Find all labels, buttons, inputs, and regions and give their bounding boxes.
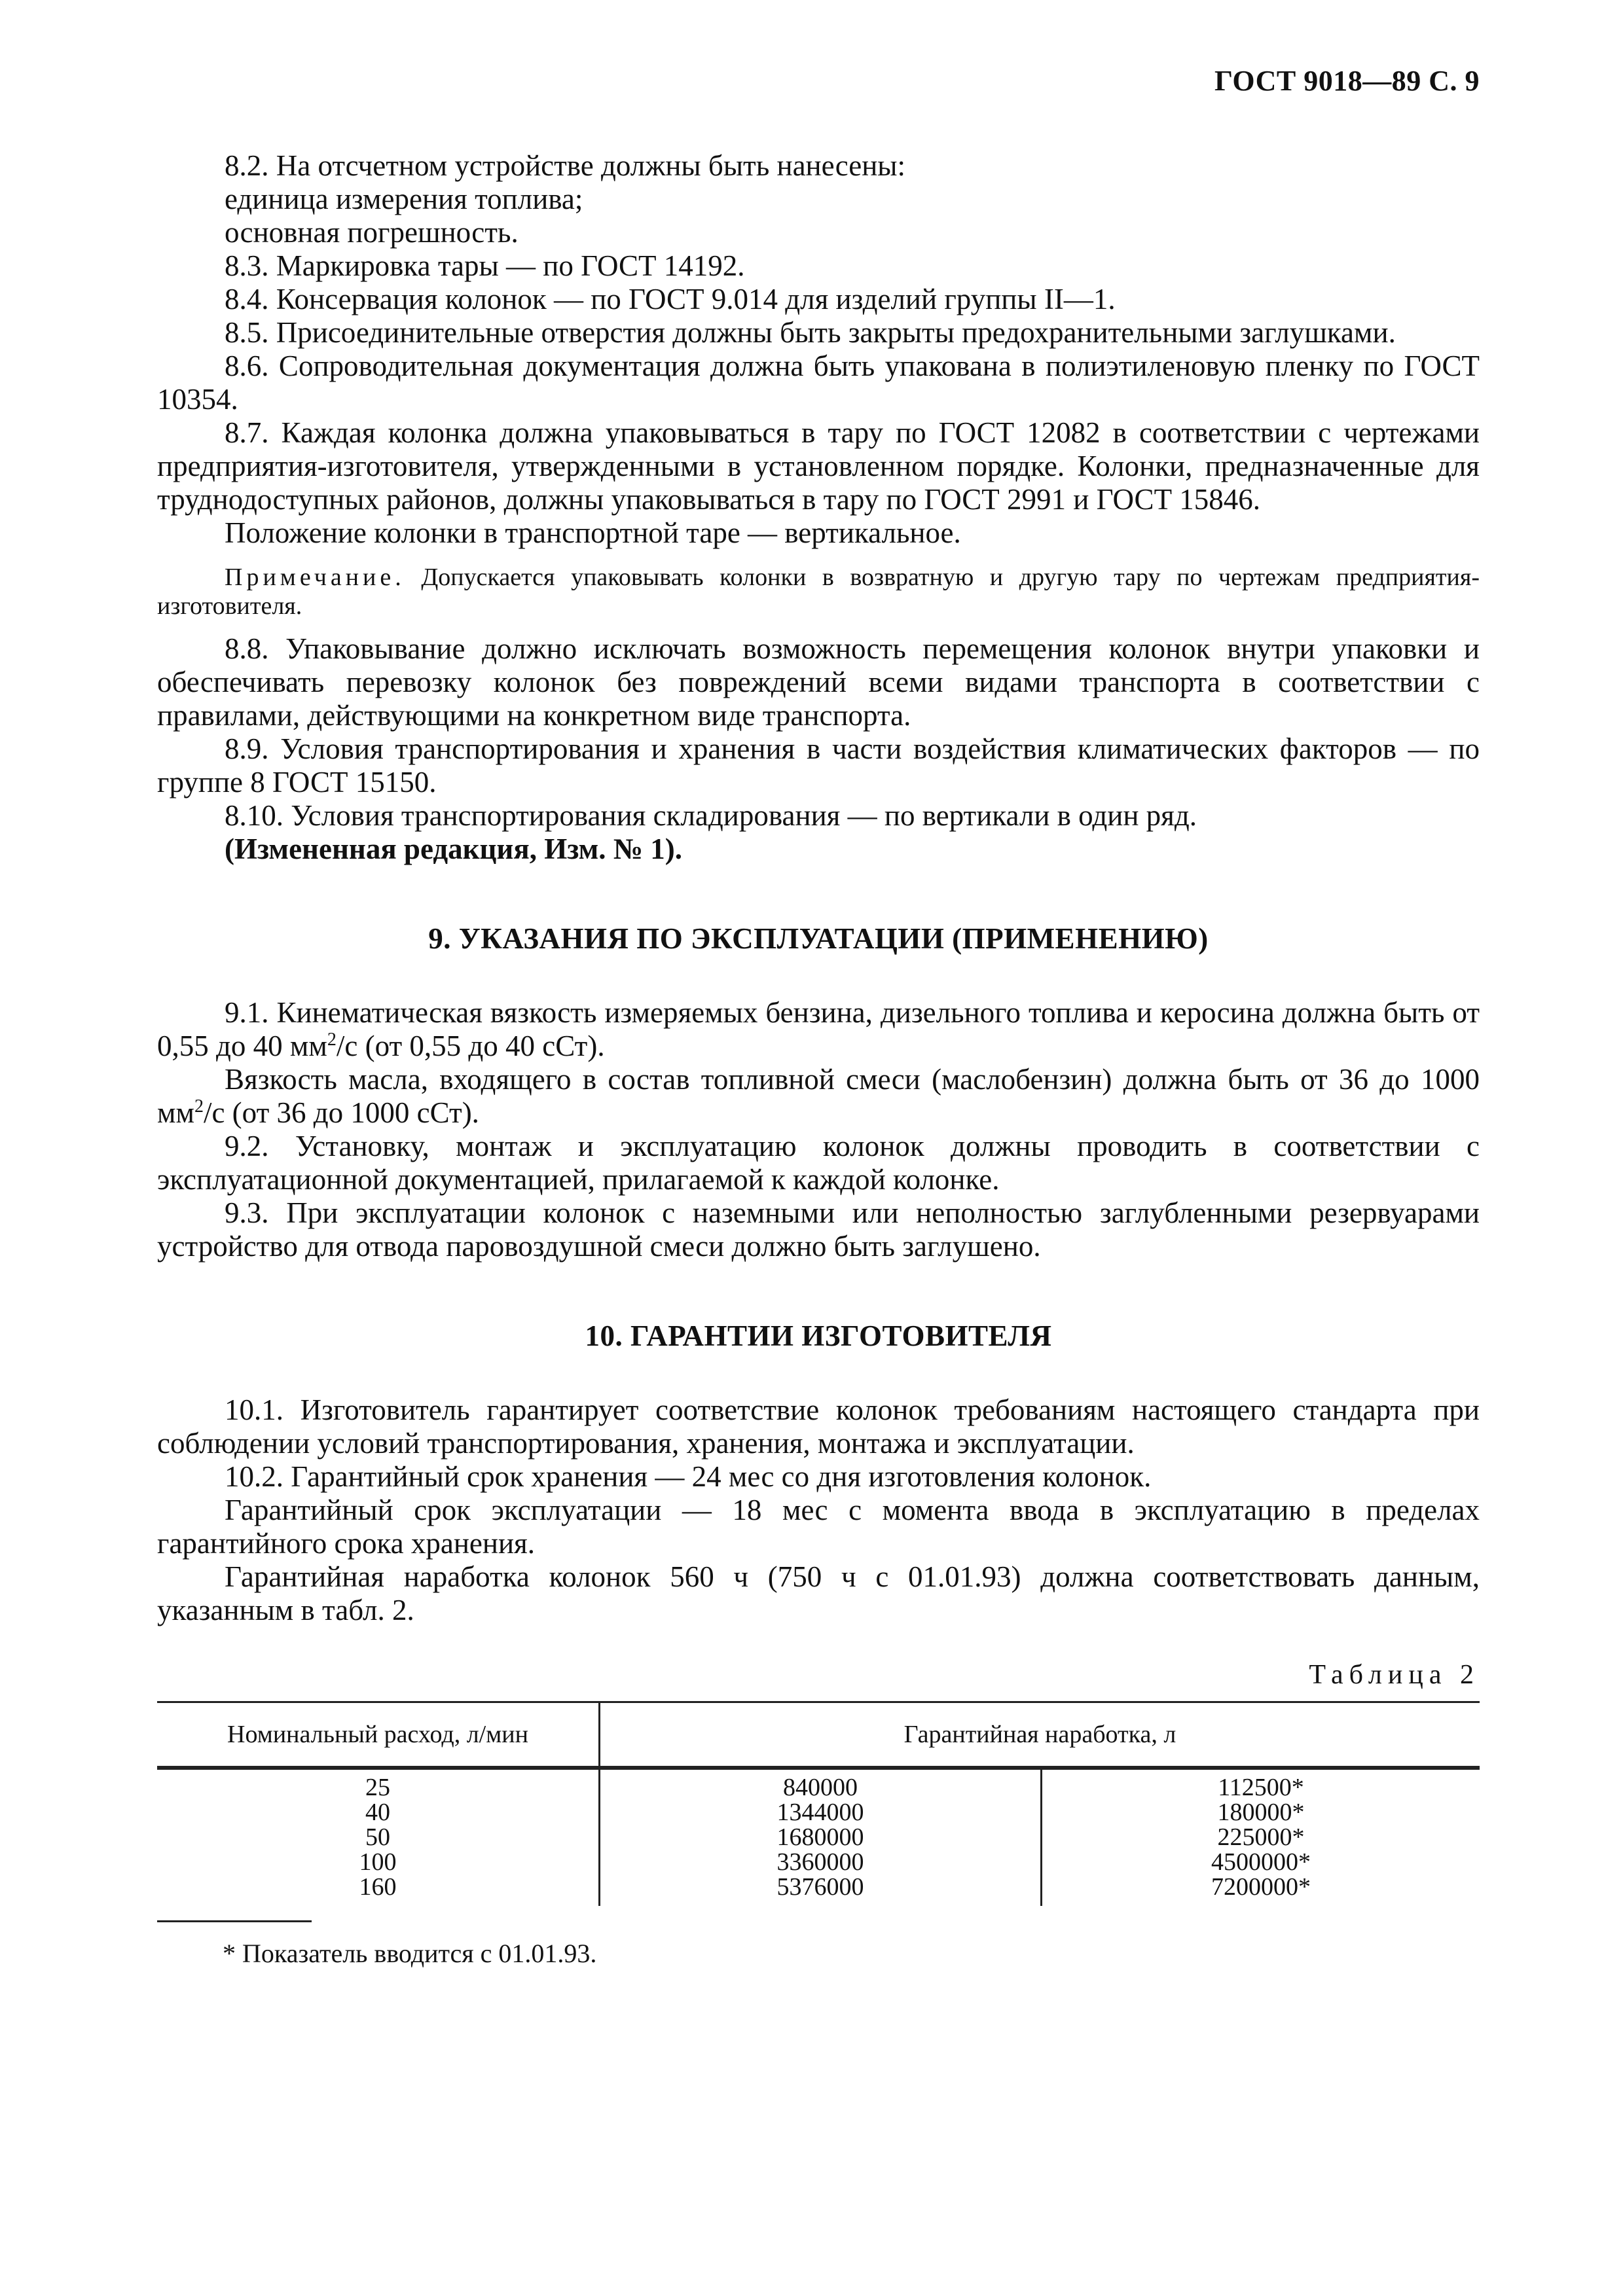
paragraph-8-7: 8.7. Каждая колонка должна упаковываться в тару по ГОСТ 12082 в соответствии с чертежами предприятия-изготовителя, утвержденными в установленном порядке. Колонки, предназначенные для труднодоступных районов, должны упаковываться в тару по ГОСТ 2991 и ГОСТ 15846. — [157, 416, 1480, 516]
note-text: Допускается упаковывать колонки в возвратную и другую тару по чертежам предприятия-изготовителя. — [157, 564, 1480, 620]
amendment-note: (Измененная редакция, Изм. № 1). — [225, 833, 683, 865]
paragraph-9-2: 9.2. Установку, монтаж и эксплуатацию колонок должны проводить в соответствии с эксплуатационной документацией, прилагаемой к каждой колонке. — [157, 1130, 1480, 1196]
table-cell: 1344000 — [776, 1799, 864, 1826]
paragraph-9-3: 9.3. При эксплуатации колонок с наземными или неполностью заглубленными резервуарами устройство для отвода паровоздушной смеси должно быть заглушено. — [157, 1196, 1480, 1263]
table-cell: 1680000 — [776, 1823, 864, 1851]
page-content — [157, 149, 1480, 1970]
note — [157, 563, 1480, 620]
paragraph-9-1-oil-text-a: Вязкость масла, входящего в состав топливной смеси (маслобензин) должна быть от 36 до 1000 мм — [157, 1063, 1480, 1129]
paragraph-8-4: 8.4. Консервация колонок — по ГОСТ 9.014 для изделий группы II—1. — [225, 283, 1116, 315]
paragraph-8-6: 8.6. Сопроводительная документация должна быть упакована в полиэтиленовую пленку по ГОСТ 10354. — [157, 350, 1480, 416]
table-cell: 160 — [359, 1873, 397, 1901]
table-cell: 840000 — [783, 1774, 858, 1801]
table-header-runtime: Гарантийная наработка, л — [600, 1702, 1480, 1768]
table-cell: 7200000* — [1211, 1873, 1311, 1901]
warranty-table — [157, 1701, 1480, 1906]
paragraph-9-1-text-b: /с (от 0,55 до 40 сСт). — [336, 1030, 605, 1062]
table-cell: 25 — [365, 1774, 390, 1801]
footnote-divider — [157, 1920, 312, 1922]
paragraph-9-1-oil-sup: 2 — [194, 1096, 204, 1117]
table-cell: 5376000 — [776, 1873, 864, 1901]
paragraph-8-2-item-1: единица измерения топлива; — [225, 183, 583, 215]
paragraph-9-1 — [157, 996, 1480, 1063]
section-9-heading: 9. УКАЗАНИЯ ПО ЭКСПЛУАТАЦИИ (ПРИМЕНЕНИЮ) — [428, 922, 1209, 955]
table-header-flow: Номинальный расход, л/мин — [157, 1702, 600, 1768]
table-cell: 4500000* — [1211, 1848, 1311, 1876]
paragraph-10-2: 10.2. Гарантийный срок хранения — 24 мес со дня изготовления колонок. — [225, 1460, 1152, 1493]
table-col-flow — [157, 1768, 600, 1906]
table-cell: 180000* — [1217, 1799, 1305, 1826]
table-cell: 40 — [365, 1799, 390, 1826]
page-header: ГОСТ 9018—89 С. 9 — [1214, 65, 1480, 97]
section-10-heading: 10. ГАРАНТИИ ИЗГОТОВИТЕЛЯ — [585, 1319, 1052, 1352]
paragraph-8-5: 8.5. Присоединительные отверстия должны быть закрыты предохранительными заглушками. — [225, 316, 1396, 349]
table-cell: 3360000 — [776, 1848, 864, 1876]
paragraph-8-9: 8.9. Условия транспортирования и хранения в части воздействия климатических факторов — по группе 8 ГОСТ 15150. — [157, 732, 1480, 798]
paragraph-8-2-item-2: основная погрешность. — [225, 216, 519, 249]
paragraph-10-1: 10.1. Изготовитель гарантирует соответствие колонок требованиям настоящего стандарта при соблюдении условий транспортирования, хранения, монтажа и эксплуатации. — [157, 1393, 1480, 1460]
table-col-runtime-current — [600, 1768, 1042, 1906]
paragraph-9-1-text-a: 9.1. Кинематическая вязкость измеряемых бензина, дизельного топлива и керосина должна быть от 0,55 до 40 мм — [157, 996, 1480, 1062]
table-cell: 50 — [365, 1823, 390, 1851]
paragraph-8-8: 8.8. Упаковывание должно исключать возможность перемещения колонок внутри упаковки и обеспечивать перевозку колонок без повреждений всеми видами транспорта в соответствии с правилами, действующими на конкретном виде транспорта. — [157, 632, 1480, 732]
footnote: * Показатель вводится с 01.01.93. — [223, 1939, 597, 1968]
paragraph-9-1-sup: 2 — [327, 1030, 337, 1050]
paragraph-8-7-position: Положение колонки в транспортной таре — вертикальное. — [225, 516, 961, 549]
paragraph-8-10: 8.10. Условия транспортирования складирования — по вертикали в один ряд. — [225, 799, 1197, 832]
table-header-row — [157, 1702, 1480, 1768]
paragraph-9-1-oil — [157, 1063, 1480, 1130]
paragraph-8-2: 8.2. На отсчетном устройстве должны быть нанесены: — [225, 149, 906, 182]
paragraph-8-3: 8.3. Маркировка тары — по ГОСТ 14192. — [225, 249, 745, 282]
table-body-row — [157, 1768, 1480, 1906]
paragraph-10-2-runtime: Гарантийная наработка колонок 560 ч (750 ч с 01.01.93) должна соответствовать данным, указанным в табл. 2. — [157, 1560, 1480, 1626]
paragraph-9-1-oil-text-b: /с (от 36 до 1000 сСт). — [203, 1096, 479, 1129]
paragraph-10-2-operation: Гарантийный срок эксплуатации — 18 мес с момента ввода в эксплуатацию в пределах гарантийного срока хранения. — [157, 1494, 1480, 1560]
table-caption: Таблица 2 — [1309, 1660, 1480, 1690]
table-cell: 225000* — [1217, 1823, 1305, 1851]
table-col-runtime-new — [1042, 1768, 1480, 1906]
table-cell: 100 — [359, 1848, 397, 1876]
table-cell: 112500* — [1218, 1774, 1304, 1801]
note-label: Примечание. — [225, 564, 405, 591]
